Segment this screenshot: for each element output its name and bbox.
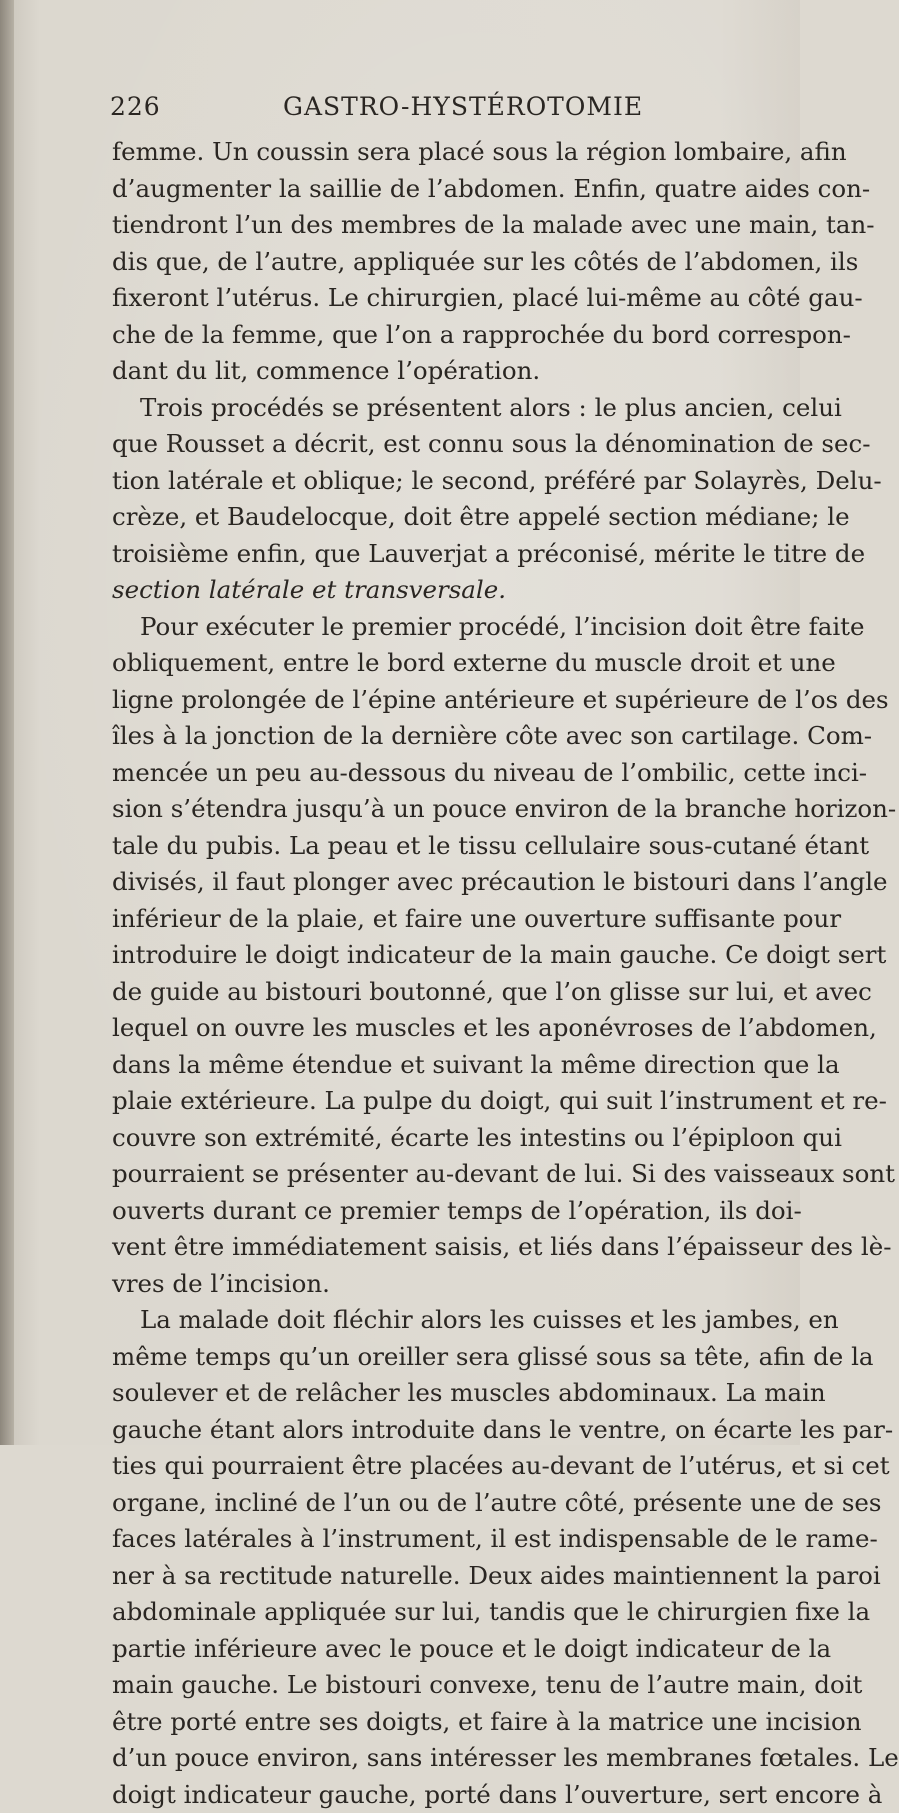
text-line: doigt indicateur gauche, porté dans l’ouverture, sert encore à <box>112 1777 772 1813</box>
text-line: d’un pouce environ, sans intéresser les membranes fœtales. Le <box>112 1740 772 1777</box>
text-line: abdominale appliquée sur lui, tandis que le chirurgien fixe la <box>112 1594 772 1631</box>
text-line: faces latérales à l’instrument, il est indispensable de le rame- <box>112 1521 772 1558</box>
running-title: GASTRO-HYSTÉROTOMIE <box>283 92 643 121</box>
text-line: dis que, de l’autre, appliquée sur les côtés de l’abdomen, ils <box>112 244 772 281</box>
text-line: vent être immédiatement saisis, et liés dans l’épaisseur des lè- <box>112 1229 772 1266</box>
text-line: pourraient se présenter au-devant de lui. Si des vaisseaux sont <box>112 1156 772 1193</box>
text-line: ner à sa rectitude naturelle. Deux aides maintiennent la paroi <box>112 1558 772 1595</box>
text-line: îles à la jonction de la dernière côte avec son cartilage. Com- <box>112 718 772 755</box>
text-line: crèze, et Baudelocque, doit être appelé section médiane; le <box>112 499 772 536</box>
text-line: tion latérale et oblique; le second, préféré par Solayrès, Delu- <box>112 463 772 500</box>
page-header <box>110 92 770 132</box>
text-line: de guide au bistouri boutonné, que l’on glisse sur lui, et avec <box>112 974 772 1011</box>
text-line: ouverts durant ce premier temps de l’opération, ils doi- <box>112 1193 772 1230</box>
text-line: gauche étant alors introduite dans le ventre, on écarte les par- <box>112 1412 772 1449</box>
text-line: être porté entre ses doigts, et faire à la matrice une incision <box>112 1704 772 1741</box>
text-line: ligne prolongée de l’épine antérieure et supérieure de l’os des <box>112 682 772 719</box>
text-line: soulever et de relâcher les muscles abdominaux. La main <box>112 1375 772 1412</box>
text-line: main gauche. Le bistouri convexe, tenu de l’autre main, doit <box>112 1667 772 1704</box>
text-line: obliquement, entre le bord externe du muscle droit et une <box>112 645 772 682</box>
text-line: ties qui pourraient être placées au-devant de l’utérus, et si cet <box>112 1448 772 1485</box>
text-line: tiendront l’un des membres de la malade avec une main, tan- <box>112 207 772 244</box>
text-line: d’augmenter la saillie de l’abdomen. Enfin, quatre aides con- <box>112 171 772 208</box>
text-line: Trois procédés se présentent alors : le plus ancien, celui <box>112 390 772 427</box>
text-line: sion s’étendra jusqu’à un pouce environ de la branche horizon- <box>112 791 772 828</box>
text-line: Pour exécuter le premier procédé, l’incision doit être faite <box>112 609 772 646</box>
text-line: lequel on ouvre les muscles et les aponévroses de l’abdomen, <box>112 1010 772 1047</box>
text-line: femme. Un coussin sera placé sous la région lombaire, afin <box>112 134 772 171</box>
body-text <box>112 134 772 1813</box>
text-line: même temps qu’un oreiller sera glissé sous sa tête, afin de la <box>112 1339 772 1376</box>
text-line: vres de l’incision. <box>112 1266 772 1303</box>
text-line: partie inférieure avec le pouce et le doigt indicateur de la <box>112 1631 772 1668</box>
page-number: 226 <box>110 92 161 121</box>
text-line: couvre son extrémité, écarte les intestins ou l’épiploon qui <box>112 1120 772 1157</box>
page-spine-edge <box>0 0 14 1445</box>
text-line: troisième enfin, que Lauverjat a préconisé, mérite le titre de <box>112 536 772 573</box>
text-line: mencée un peu au-dessous du niveau de l’ombilic, cette inci- <box>112 755 772 792</box>
text-line: que Rousset a décrit, est connu sous la dénomination de sec- <box>112 426 772 463</box>
text-line: divisés, il faut plonger avec précaution le bistouri dans l’angle <box>112 864 772 901</box>
text-line: tale du pubis. La peau et le tissu cellulaire sous-cutané étant <box>112 828 772 865</box>
text-line: plaie extérieure. La pulpe du doigt, qui suit l’instrument et re- <box>112 1083 772 1120</box>
text-line: inférieur de la plaie, et faire une ouverture suffisante pour <box>112 901 772 938</box>
text-line: introduire le doigt indicateur de la main gauche. Ce doigt sert <box>112 937 772 974</box>
text-line: che de la femme, que l’on a rapprochée du bord correspon- <box>112 317 772 354</box>
text-line: dant du lit, commence l’opération. <box>112 353 772 390</box>
text-line: dans la même étendue et suivant la même direction que la <box>112 1047 772 1084</box>
text-line: La malade doit fléchir alors les cuisses et les jambes, en <box>112 1302 772 1339</box>
text-line: section latérale et transversale. <box>112 572 772 609</box>
text-line: organe, incliné de l’un ou de l’autre côté, présente une de ses <box>112 1485 772 1522</box>
text-line: fixeront l’utérus. Le chirurgien, placé lui-même au côté gau- <box>112 280 772 317</box>
